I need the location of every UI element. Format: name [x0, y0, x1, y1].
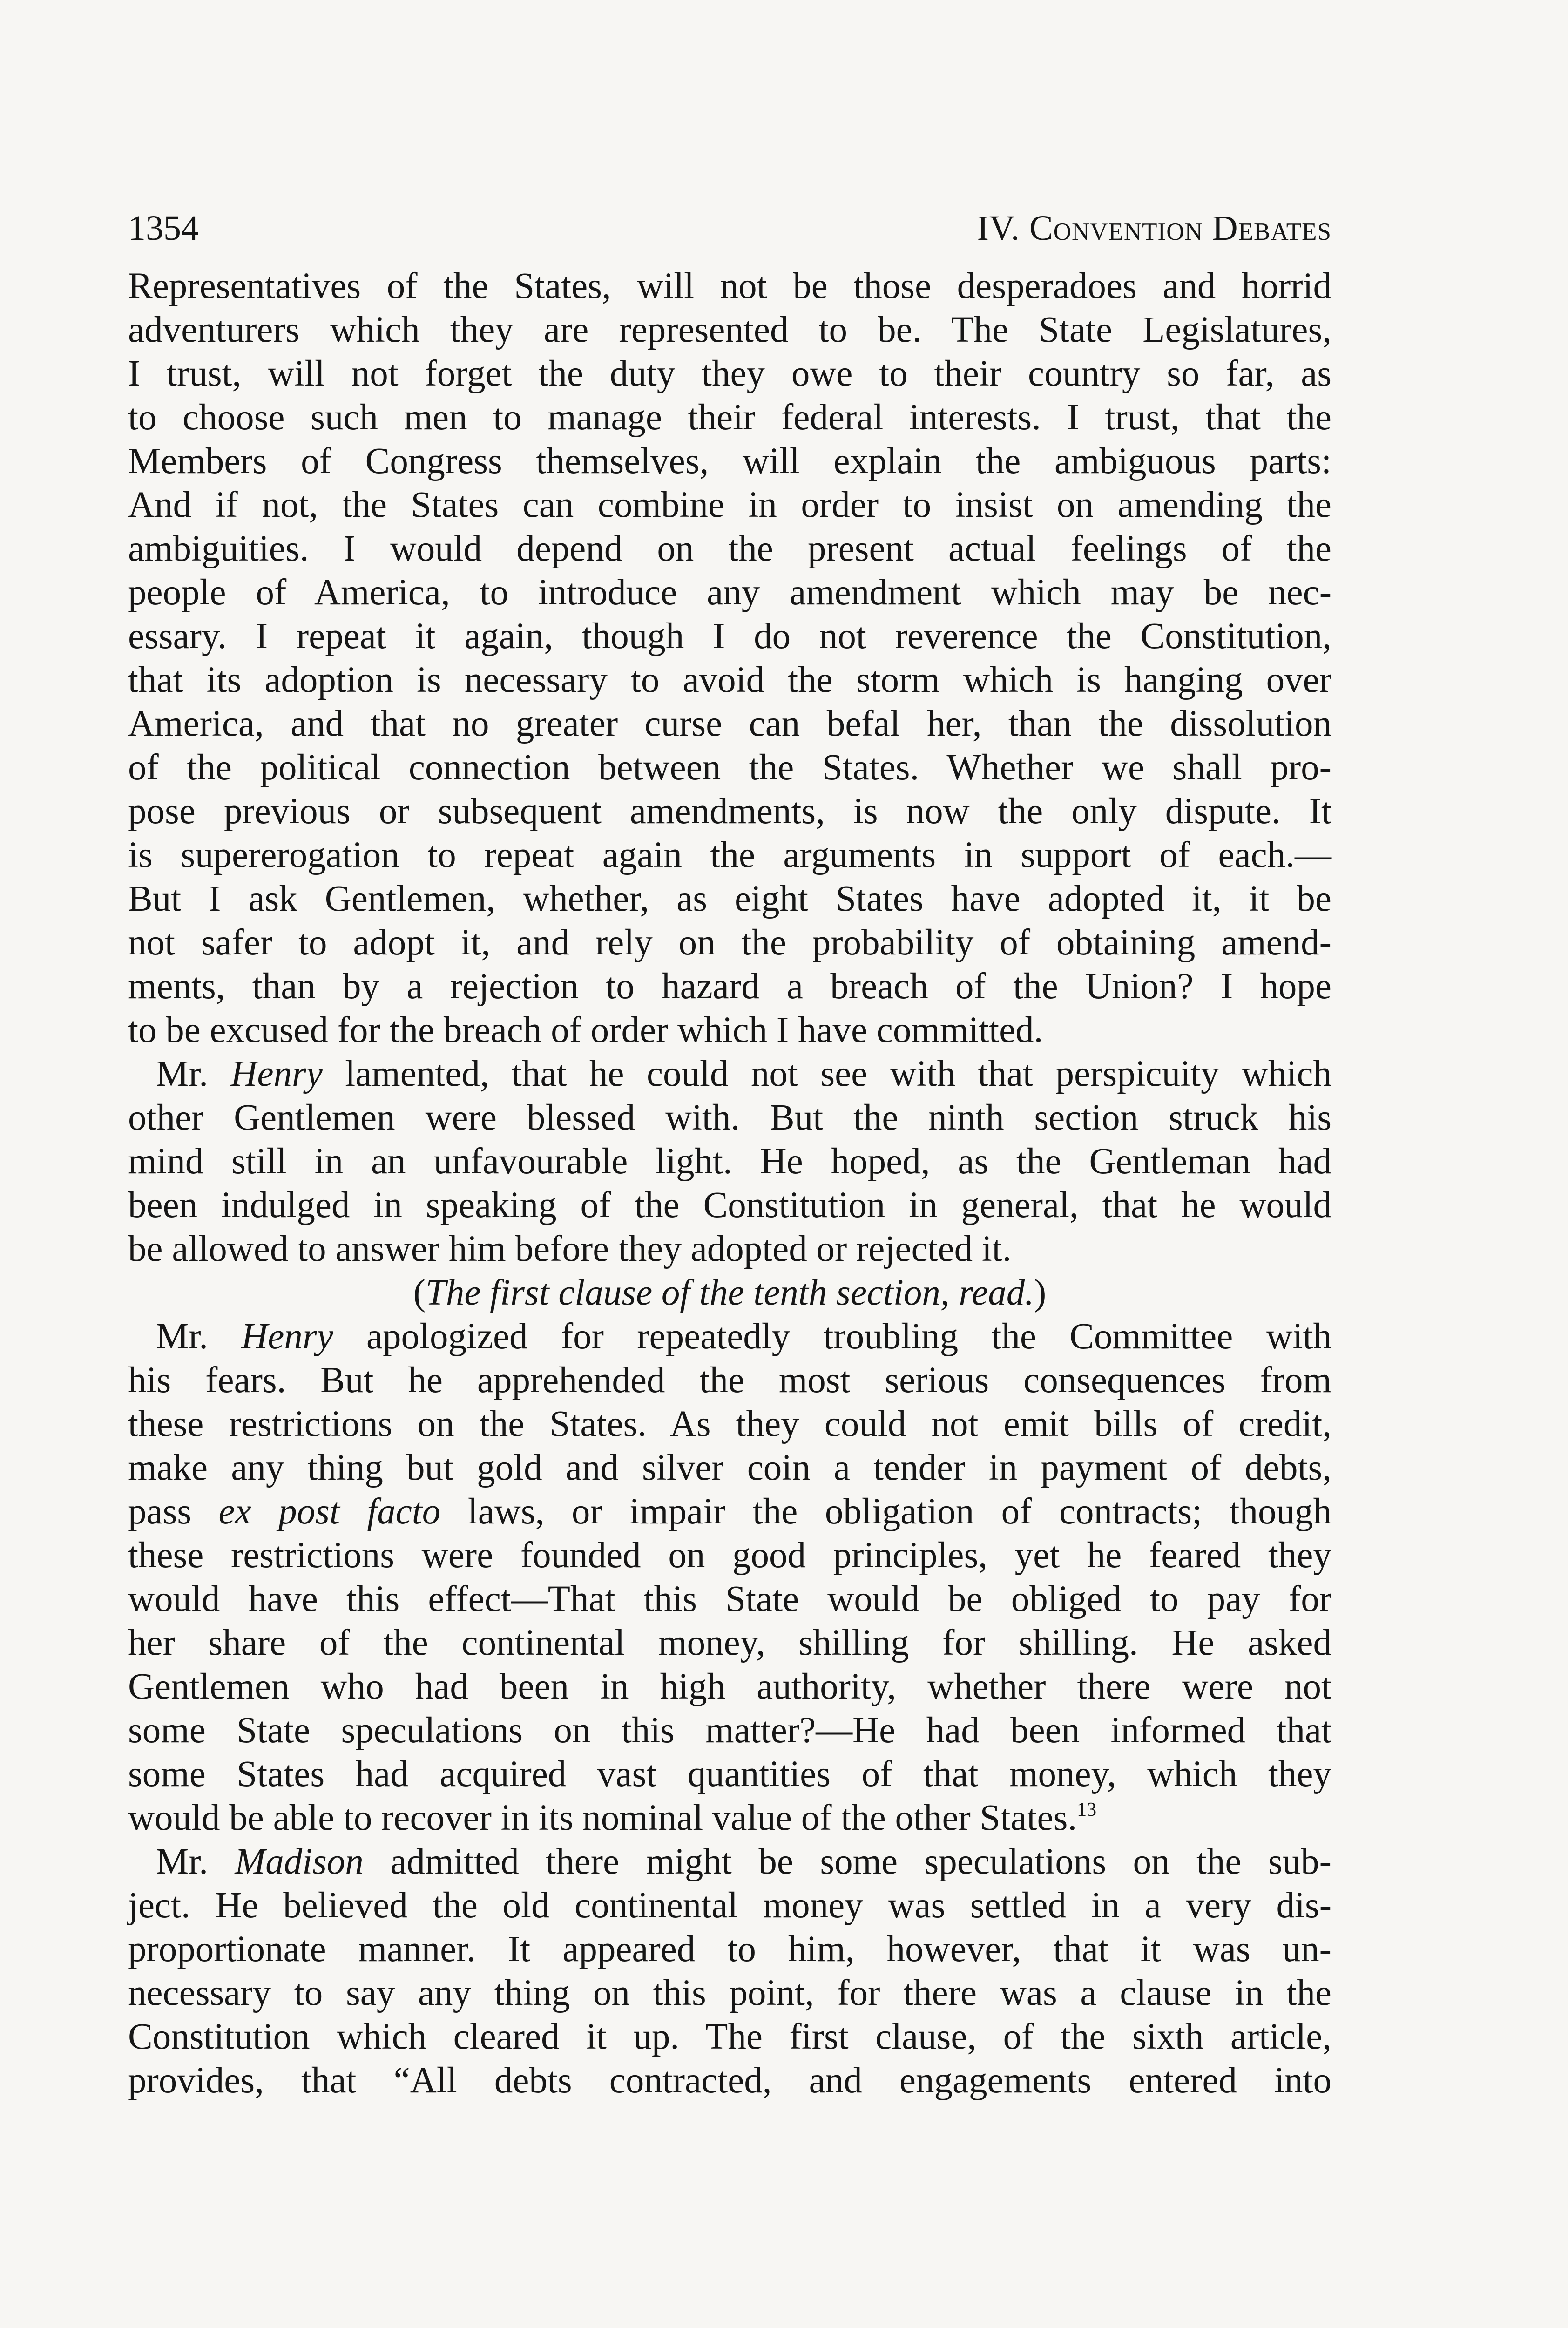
text-line: [128, 1052, 1331, 1096]
speaker-name: Henry: [241, 1316, 333, 1357]
text-line: some States had acquired vast quantities of that money, which they: [128, 1754, 1331, 1794]
text-line: make any thing but gold and silver coin a tender in payment of debts,: [128, 1448, 1331, 1488]
text-line: been indulged in speaking of the Constitution in general, that he would: [128, 1185, 1331, 1225]
speaker-name: Madison: [235, 1841, 364, 1882]
stage-direction-text: The first clause of the tenth section, read.: [426, 1272, 1034, 1313]
text-line: his fears. But he apprehended the most serious consequences from: [128, 1360, 1331, 1401]
text-line: her share of the continental money, shilling for shilling. He asked: [128, 1623, 1331, 1663]
text-line: essary. I repeat it again, though I do not reverence the Constitution,: [128, 616, 1331, 656]
text-line: Members of Congress themselves, will explain the ambiguous parts:: [128, 441, 1331, 481]
line-text: laws, or impair the obligation of contracts; though: [440, 1491, 1331, 1532]
text-line: to be excused for the breach of order which I have committed.: [128, 1010, 1043, 1050]
text-line: ject. He believed the old continental money was settled in a very dis-: [128, 1885, 1331, 1926]
text-line: Gentlemen who had been in high authority, whether there were not: [128, 1666, 1331, 1707]
text-line: [128, 1490, 1331, 1534]
body-text: [128, 264, 1331, 2103]
text-line: not safer to adopt it, and rely on the probability of obtaining amend-: [128, 922, 1331, 963]
text-line: that its adoption is necessary to avoid the storm which is hanging over: [128, 660, 1331, 700]
speaker-prefix: Mr.: [156, 1316, 242, 1357]
running-title: IV. Convention Debates: [977, 209, 1331, 248]
line-text: pass: [128, 1491, 219, 1532]
text-line: [128, 1840, 1331, 1884]
speaker-name: Henry: [230, 1054, 323, 1094]
text-line: necessary to say any thing on this point, for there was a clause in the: [128, 1973, 1331, 2013]
text-line: people of America, to introduce any amendment which may be nec-: [128, 572, 1331, 613]
page-header: [128, 205, 1331, 251]
document-page: [128, 205, 1331, 2103]
text-line: would have this effect—That this State would be obliged to pay for: [128, 1579, 1331, 1619]
speaker-prefix: Mr.: [156, 1054, 231, 1094]
text-line: these restrictions were founded on good principles, yet he feared they: [128, 1535, 1331, 1576]
text-line: ments, than by a rejection to hazard a breach of the Union? I hope: [128, 966, 1331, 1007]
text-line: Representatives of the States, will not be those desperadoes and horrid: [128, 266, 1331, 306]
text-line: [128, 1796, 1331, 1840]
text-line: of the political connection between the States. Whether we shall pro-: [128, 747, 1331, 788]
text-line: mind still in an unfavourable light. He hoped, as the Gentleman had: [128, 1141, 1331, 1182]
text-line: And if not, the States can combine in order to insist on amending the: [128, 485, 1331, 525]
text-line: adventurers which they are represented to be. The State Legislatures,: [128, 310, 1331, 350]
text-line: America, and that no greater curse can befal her, than the dissolution: [128, 704, 1331, 744]
text-line: Constitution which cleared it up. The first clause, of the sixth article,: [128, 2017, 1331, 2057]
text-line: I trust, will not forget the duty they owe to their country so far, as: [128, 353, 1331, 394]
text-line: some State speculations on this matter?—He had been informed that: [128, 1710, 1331, 1751]
text-line: provides, that “All debts contracted, and engagements entered into: [128, 2060, 1331, 2101]
text-line: to choose such men to manage their federal interests. I trust, that the: [128, 397, 1331, 438]
text-line: But I ask Gentlemen, whether, as eight States have adopted it, it be: [128, 879, 1331, 919]
paren-close: ): [1034, 1272, 1047, 1313]
text-line: [128, 1315, 1331, 1359]
text-line: ambiguities. I would depend on the present actual feelings of the: [128, 528, 1331, 569]
line-text: lamented, that he could not see with that perspicuity which: [322, 1054, 1331, 1094]
text-line: proportionate manner. It appeared to him, however, that it was un-: [128, 1929, 1331, 1969]
line-text: would be able to recover in its nominal value of the other States.: [128, 1798, 1077, 1838]
text-line: other Gentlemen were blessed with. But the ninth section struck his: [128, 1097, 1331, 1138]
line-text: apologized for repeatedly troubling the Committee with: [333, 1316, 1331, 1357]
text-line: be allowed to answer him before they adopted or rejected it.: [128, 1229, 1012, 1269]
page-number: 1354: [128, 209, 199, 248]
italic-term: ex post facto: [218, 1491, 441, 1532]
text-line: pose previous or subsequent amendments, is now the only dispute. It: [128, 791, 1331, 832]
line-text: admitted there might be some speculations on the sub-: [363, 1841, 1331, 1882]
text-line: is supererogation to repeat again the arguments in support of each.—: [128, 835, 1331, 875]
paren-open: (: [413, 1272, 426, 1313]
footnote-marker: 13: [1077, 1799, 1097, 1820]
speaker-prefix: Mr.: [156, 1841, 235, 1882]
text-line: these restrictions on the States. As they could not emit bills of credit,: [128, 1404, 1331, 1444]
stage-direction: [128, 1271, 1331, 1315]
